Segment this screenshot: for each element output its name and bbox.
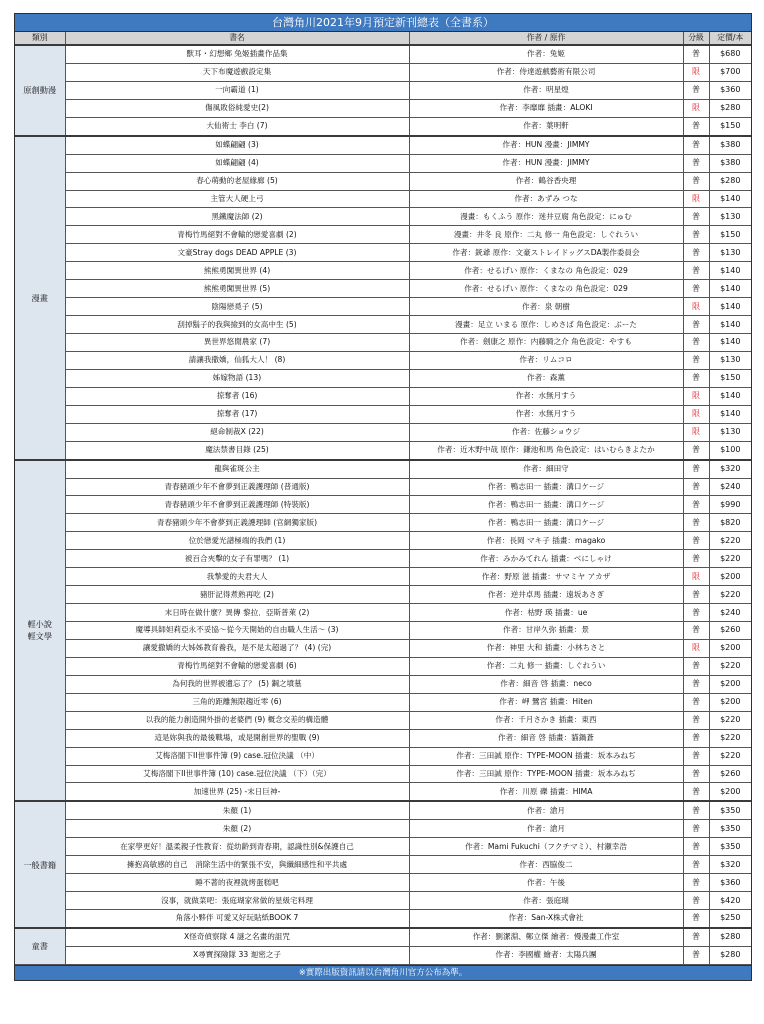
category-group [15,460,751,802]
table-row [15,783,751,801]
grade-cell: 普 [683,496,709,514]
book-title-cell: 文豪Stray dogs DEAD APPLE (3) [65,244,409,262]
author-cell: 作者：佐藤ショウジ [409,423,683,441]
author-cell: 作者：午後 [409,874,683,892]
grade-cell: 限 [683,387,709,405]
author-cell: 作者：森薫 [409,369,683,387]
author-cell: 作者：近木野中哉 原作：鎌池和馬 角色設定：はいむらきよたか [409,441,683,459]
price-cell: $140 [709,280,751,298]
grade-cell: 普 [683,208,709,226]
price-cell: $140 [709,334,751,352]
book-title-cell: X尋寶探險隊 33 迦密之子 [65,946,409,964]
author-cell: 作者：鴨志田一 插畫：溝口ケージ [409,478,683,496]
price-cell: $420 [709,892,751,910]
table-row [15,765,751,783]
author-cell: 作者：劉潔淵、鄭立傑 繪者：慢漫畫工作室 [409,928,683,946]
price-cell: $220 [709,747,751,765]
category-group [15,928,751,964]
table-row [15,675,751,693]
book-title-cell: 睡不著的夜裡就烤蛋糕吧 [65,874,409,892]
author-cell: 作者：二丸 修一 插畫：しぐれうい [409,657,683,675]
grade-cell: 限 [683,639,709,657]
grade-cell: 普 [683,478,709,496]
grade-cell: 限 [683,405,709,423]
author-cell: 作者：せるげい 原作：くまなの 角色設定：029 [409,262,683,280]
grade-cell: 限 [683,298,709,316]
price-cell: $220 [709,657,751,675]
book-title-cell: 加速世界 (25) -末日巨神- [65,783,409,801]
grade-cell: 普 [683,946,709,964]
table-row [15,622,751,640]
grade-cell: 普 [683,550,709,568]
table-row [15,423,751,441]
table-row [15,351,751,369]
author-cell: 作者：野原 滋 插畫：サマミヤ アカザ [409,568,683,586]
price-cell: $280 [709,172,751,190]
author-cell: 作者：兔姬 [409,45,683,63]
table-row [15,63,751,81]
price-cell: $360 [709,874,751,892]
book-title-cell: 青春豬頭少年不會夢到正義護理師 (普通版) [65,478,409,496]
author-cell: 作者：明星煌 [409,81,683,99]
category-cell: 童書 [15,928,65,964]
grade-cell: 普 [683,532,709,550]
table-row [15,892,751,910]
book-title-cell: 掠奪者 (17) [65,405,409,423]
grade-cell: 普 [683,765,709,783]
author-cell: 作者：あずみ つな [409,190,683,208]
author-cell: 漫畫：足立 いまる 原作：しめさば 角色設定：ぶーた [409,316,683,334]
table-row [15,514,751,532]
header-author: 作者 / 原作 [409,32,683,45]
table-row [15,226,751,244]
header-grade: 分級 [683,32,709,45]
grade-cell: 普 [683,675,709,693]
book-title-cell: 被百合夾擊的女子有罪嗎？ (1) [65,550,409,568]
price-cell: $350 [709,801,751,819]
book-title-cell: 刮掉鬍子的我與撿到的女高中生 (5) [65,316,409,334]
grade-cell: 普 [683,729,709,747]
book-title-cell: 如蝶翩翩 (4) [65,154,409,172]
table-row [15,190,751,208]
book-title-cell: 陰陽戀覓子 (5) [65,298,409,316]
release-table [15,32,751,965]
price-cell: $360 [709,81,751,99]
price-cell: $350 [709,838,751,856]
book-title-cell: 艾梅洛閣下II世事件簿 (10) case.冠位決議 （下）（完） [65,765,409,783]
price-cell: $140 [709,316,751,334]
price-cell: $240 [709,604,751,622]
table-row [15,369,751,387]
author-cell: 作者：泉 朝樹 [409,298,683,316]
author-cell: 作者：水無月すう [409,405,683,423]
price-cell: $280 [709,99,751,117]
grade-cell: 普 [683,262,709,280]
category-cell: 漫畫 [15,136,65,460]
grade-cell: 限 [683,99,709,117]
book-title-cell: 青春豬頭少年不會夢到正義護理師 (特裝版) [65,496,409,514]
price-cell: $380 [709,154,751,172]
author-cell: 作者：西脇俊二 [409,856,683,874]
price-cell: $200 [709,675,751,693]
grade-cell: 普 [683,441,709,459]
author-cell: 作者：長岡 マキ子 插畫：magako [409,532,683,550]
author-cell: 作者：李靡靡 插畫：ALOKI [409,99,683,117]
category-group [15,45,751,136]
author-cell: 作者：せるげい 原作：くまなの 角色設定：029 [409,280,683,298]
book-title-cell: 熊熊勇闖異世界 (5) [65,280,409,298]
price-cell: $820 [709,514,751,532]
grade-cell: 普 [683,711,709,729]
price-cell: $220 [709,550,751,568]
grade-cell: 普 [683,351,709,369]
table-row [15,946,751,964]
book-title-cell: 在家學更好！溫柔親子性教育：從幼齡到青春期，認識性別&保護自己 [65,838,409,856]
author-cell: 作者：鴨志田一 插畫：溝口ケージ [409,496,683,514]
book-title-cell: 青梅竹馬絕對不會輸的戀愛喜劇 (6) [65,657,409,675]
author-cell: 作者：逆井卓馬 插畫：遠坂あさぎ [409,586,683,604]
book-title-cell: 如蝶翩翩 (3) [65,136,409,154]
table-row [15,172,751,190]
book-title-cell: 絕命制裁X (22) [65,423,409,441]
author-cell: 作者：枯野 瑛 插畫：ue [409,604,683,622]
grade-cell: 普 [683,172,709,190]
price-cell: $350 [709,820,751,838]
price-cell: $220 [709,586,751,604]
grade-cell: 普 [683,910,709,928]
grade-cell: 限 [683,568,709,586]
header-price: 定價/本 [709,32,751,45]
table-row [15,856,751,874]
table-row [15,99,751,117]
table-row [15,387,751,405]
table-row [15,586,751,604]
table-row [15,838,751,856]
book-title-cell: 熊熊勇闖異世界 (4) [65,262,409,280]
grade-cell: 普 [683,693,709,711]
price-cell: $990 [709,496,751,514]
category-cell: 原創動漫 [15,45,65,136]
table-row [15,154,751,172]
author-cell: 作者：鴨志田一 插畫：溝口ケージ [409,514,683,532]
table-row [15,532,751,550]
header-row [15,32,751,45]
price-cell: $130 [709,208,751,226]
table-row [15,801,751,819]
book-title-cell: 傷風敗俗純愛史(2) [65,99,409,117]
author-cell: 作者：細音 啓 插畫：貓鍋蒼 [409,729,683,747]
grade-cell: 普 [683,45,709,63]
author-cell: 作者：HUN 漫畫：JIMMY [409,136,683,154]
table-row [15,478,751,496]
price-cell: $260 [709,622,751,640]
table-row [15,657,751,675]
table-row [15,405,751,423]
grade-cell: 普 [683,136,709,154]
footer-note: ※實際出版資訊請以台灣角川官方公布為準。 [15,965,751,980]
category-cell: 輕小說 輕文學 [15,460,65,802]
author-cell: 作者：葉明軒 [409,117,683,135]
book-title-cell: 以我的能力創造開外掛的老婆們 (9) 概念交差的構造體 [65,711,409,729]
price-cell: $320 [709,460,751,478]
category-group [15,801,751,928]
price-cell: $100 [709,441,751,459]
price-cell: $140 [709,190,751,208]
header-category: 類別 [15,32,65,45]
table-row [15,136,751,154]
price-cell: $130 [709,423,751,441]
book-title-cell: 艾梅洛閣下II世事件簿 (9) case.冠位決議 （中） [65,747,409,765]
author-cell: 作者：水無月すう [409,387,683,405]
table-row [15,262,751,280]
author-cell: 作者：三田誠 原作：TYPE-MOON 插畫：坂本みねぢ [409,747,683,765]
grade-cell: 普 [683,586,709,604]
book-title-cell: 擁抱高敏感的自己 消除生活中的緊張不安，與纖細感性和平共處 [65,856,409,874]
table-row [15,496,751,514]
author-cell: 作者：HUN 漫畫：JIMMY [409,154,683,172]
book-title-cell: 主管大人硬上弓 [65,190,409,208]
table-row [15,208,751,226]
table-row [15,820,751,838]
table-row [15,298,751,316]
book-title-cell: 位於戀愛光譜極端的我們 (1) [65,532,409,550]
grade-cell: 普 [683,117,709,135]
table-row [15,874,751,892]
author-cell: 作者：リムコロ [409,351,683,369]
book-title-cell: 青梅竹馬絕對不會輸的戀愛喜劇 (2) [65,226,409,244]
author-cell: 作者：銃爺 原作：文豪ストレイドッグスDA製作委員会 [409,244,683,262]
book-title-cell: 豬肝記得煮熟再吃 (2) [65,586,409,604]
author-cell: 作者：三田誠 原作：TYPE-MOON 插畫：坂本みねぢ [409,765,683,783]
price-cell: $200 [709,568,751,586]
table-row [15,441,751,459]
table-row [15,711,751,729]
price-cell: $150 [709,226,751,244]
grade-cell: 普 [683,622,709,640]
grade-cell: 普 [683,874,709,892]
table-row [15,550,751,568]
book-title-cell: 青春豬頭少年不會夢到正義護理師 (官網獨家版) [65,514,409,532]
book-title-cell: 異世界悠閒農家 (7) [65,334,409,352]
table-row [15,568,751,586]
table-row [15,45,751,63]
grade-cell: 普 [683,369,709,387]
book-title-cell: 龍與雀斑公主 [65,460,409,478]
table-row [15,729,751,747]
price-cell: $240 [709,478,751,496]
grade-cell: 普 [683,783,709,801]
table-row [15,117,751,135]
price-cell: $220 [709,711,751,729]
author-cell: 作者：川原 礫 插畫：HIMA [409,783,683,801]
price-cell: $250 [709,910,751,928]
author-cell: 作者：千月さかき 插畫：東西 [409,711,683,729]
grade-cell: 普 [683,334,709,352]
book-title-cell: 一向霸道 (1) [65,81,409,99]
book-title-cell: 沒事，就做菜吧：張庭瑚家常做的星級宅料理 [65,892,409,910]
author-cell: 作者：細音 啓 插畫：neco [409,675,683,693]
author-cell: 作者：侍達遊戲藝術有限公司 [409,63,683,81]
book-title-cell: 魔法禁書目錄 (25) [65,441,409,459]
author-cell: 作者：San-X株式會社 [409,910,683,928]
book-title-cell: 天下布魔遊戲設定集 [65,63,409,81]
grade-cell: 普 [683,244,709,262]
grade-cell: 普 [683,316,709,334]
book-title-cell: 春心萌動的老屋緣廊 (5) [65,172,409,190]
author-cell: 作者：鶴谷香央理 [409,172,683,190]
price-cell: $200 [709,783,751,801]
grade-cell: 普 [683,604,709,622]
grade-cell: 限 [683,63,709,81]
author-cell: 作者：張庭瑚 [409,892,683,910]
author-cell: 作者：滄月 [409,801,683,819]
table-row [15,244,751,262]
table-row [15,693,751,711]
price-cell: $150 [709,369,751,387]
table-row [15,910,751,928]
price-cell: $280 [709,946,751,964]
author-cell: 作者：甘岸久弥 插畫：景 [409,622,683,640]
author-cell: 作者：劍康之 原作：内藤騎之介 角色設定：やすも [409,334,683,352]
grade-cell: 普 [683,154,709,172]
grade-cell: 普 [683,657,709,675]
book-title-cell: 朱顏 (1) [65,801,409,819]
book-title-cell: 我摯愛的夫君大人 [65,568,409,586]
grade-cell: 限 [683,190,709,208]
price-cell: $220 [709,532,751,550]
category-group [15,136,751,460]
table-row [15,81,751,99]
grade-cell: 限 [683,423,709,441]
author-cell: 漫畫：もくふう 原作：迷井豆腐 角色設定：にゅむ [409,208,683,226]
page-title: 台灣角川2021年9月預定新刊總表（全書系） [15,14,751,32]
price-cell: $200 [709,693,751,711]
grade-cell: 普 [683,801,709,819]
book-title-cell: 掠奪者 (16) [65,387,409,405]
price-cell: $140 [709,387,751,405]
grade-cell: 普 [683,838,709,856]
table-row [15,280,751,298]
book-title-cell: 三角的距離無限趨近零 (6) [65,693,409,711]
price-cell: $280 [709,928,751,946]
author-cell: 作者：細田守 [409,460,683,478]
price-cell: $200 [709,639,751,657]
author-cell: 作者：李國權 繪者：太陽兵團 [409,946,683,964]
grade-cell: 普 [683,856,709,874]
price-cell: $220 [709,729,751,747]
table-row [15,604,751,622]
price-cell: $320 [709,856,751,874]
price-cell: $140 [709,262,751,280]
price-cell: $260 [709,765,751,783]
grade-cell: 普 [683,892,709,910]
price-cell: $700 [709,63,751,81]
release-list-sheet [14,13,752,981]
grade-cell: 普 [683,280,709,298]
book-title-cell: 魔導具師妲莉亞永不妥協～從今天開始的自由職人生活～ (3) [65,622,409,640]
book-title-cell: 黑鐵魔法師 (2) [65,208,409,226]
book-title-cell: X怪奇偵察隊 4 謎之名畫的詛咒 [65,928,409,946]
table-row [15,460,751,478]
price-cell: $130 [709,244,751,262]
author-cell: 作者：Mami Fukuchi（フクチマミ）、村瀬幸浩 [409,838,683,856]
table-row [15,747,751,765]
table-row [15,639,751,657]
book-title-cell: 獸耳・幻想鄉 兔姬插畫作品集 [65,45,409,63]
grade-cell: 普 [683,820,709,838]
book-title-cell: 角落小夥伴 可愛又好玩貼紙BOOK 7 [65,910,409,928]
header-title: 書名 [65,32,409,45]
table-row [15,928,751,946]
author-cell: 作者：滄月 [409,820,683,838]
book-title-cell: 姊嫁物語 (13) [65,369,409,387]
book-title-cell: 末日時在做什麼？異傳 黎拉．亞斯普萊 (2) [65,604,409,622]
grade-cell: 普 [683,226,709,244]
price-cell: $380 [709,136,751,154]
book-title-cell: 這是妳與我的最後戰場，或是開創世界的聖戰 (9) [65,729,409,747]
grade-cell: 普 [683,81,709,99]
category-cell: 一般書籍 [15,801,65,928]
price-cell: $140 [709,298,751,316]
book-title-cell: 為何我的世界被遺忘了？ (5) 鋼之墳墓 [65,675,409,693]
price-cell: $130 [709,351,751,369]
table-row [15,334,751,352]
book-title-cell: 請讓我撒嬌，仙狐大人！ (8) [65,351,409,369]
grade-cell: 普 [683,514,709,532]
book-title-cell: 讓愛撒嬌的大姊姊教育養我，是不是太超過了？ (4) (完) [65,639,409,657]
book-title-cell: 大仙術士 李白 (7) [65,117,409,135]
price-cell: $140 [709,405,751,423]
price-cell: $150 [709,117,751,135]
grade-cell: 普 [683,460,709,478]
author-cell: 作者：みかみてれん 插畫：べにしゃけ [409,550,683,568]
grade-cell: 普 [683,928,709,946]
author-cell: 漫畫：井冬 良 原作：二丸 修一 角色設定：しぐれうい [409,226,683,244]
grade-cell: 普 [683,747,709,765]
price-cell: $680 [709,45,751,63]
author-cell: 作者：神里 大和 插畫：小林ちさと [409,639,683,657]
book-title-cell: 朱顏 (2) [65,820,409,838]
table-row [15,316,751,334]
author-cell: 作者：岬 鷺宮 插畫：Hiten [409,693,683,711]
